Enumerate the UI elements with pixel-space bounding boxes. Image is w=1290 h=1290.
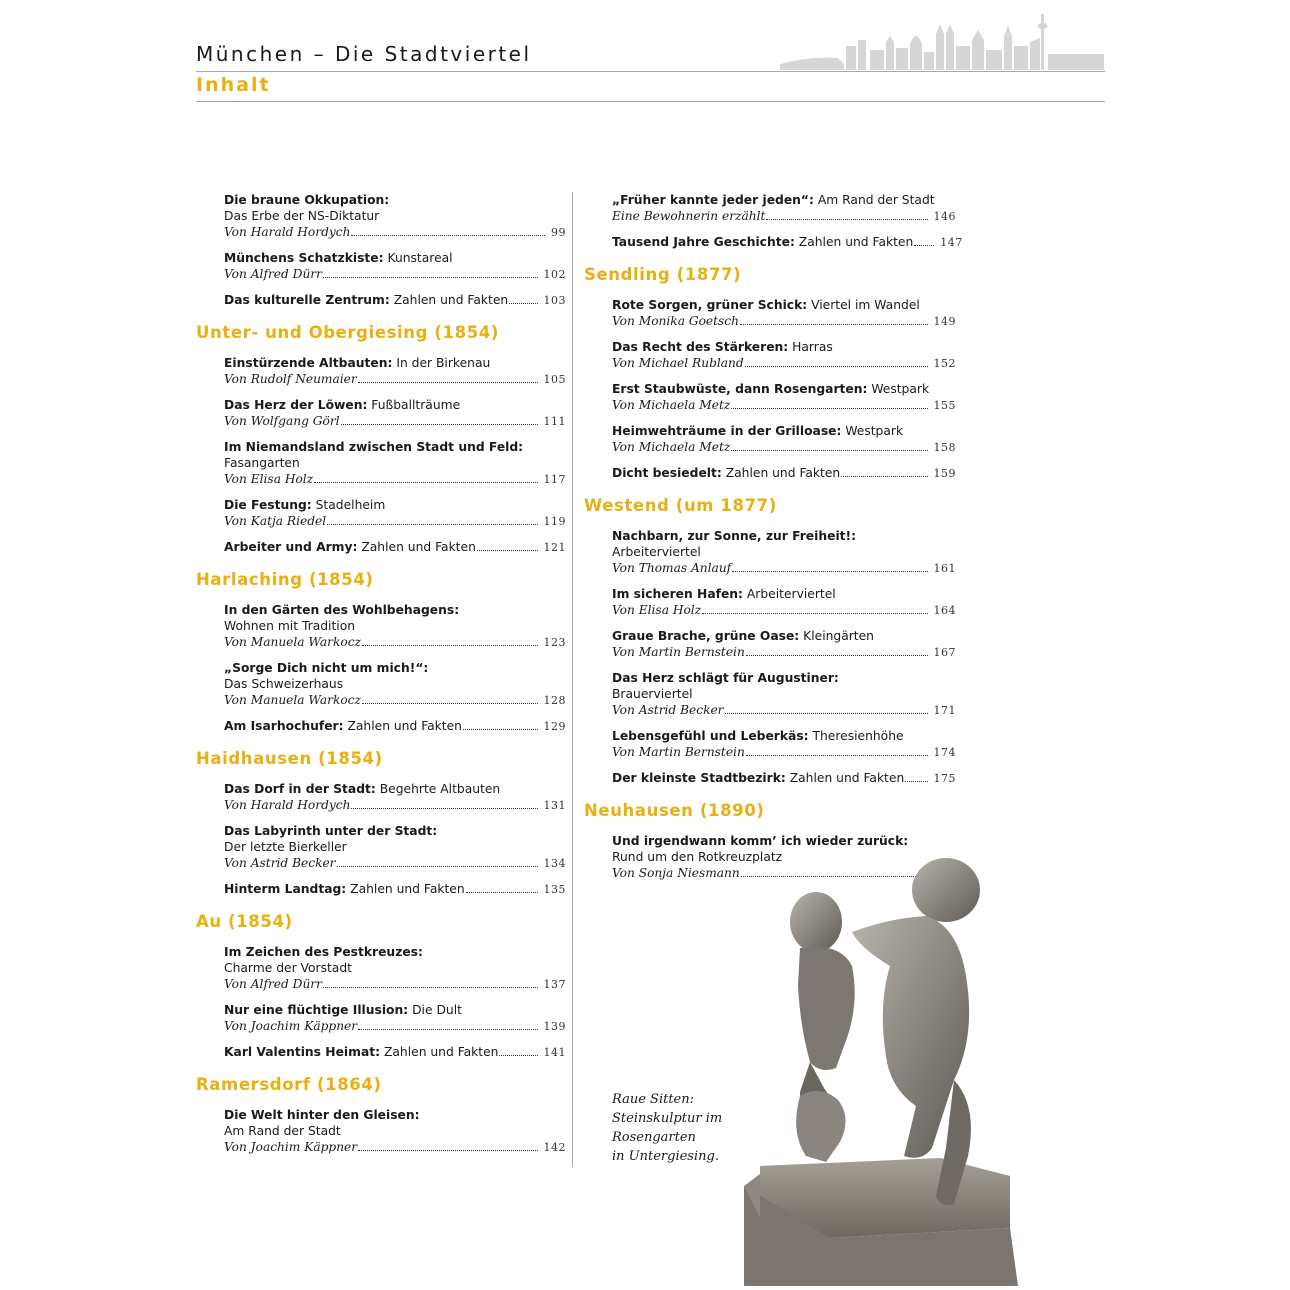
toc-entry-rest: Arbeiterviertel [742, 587, 836, 601]
toc-entry [612, 770, 956, 787]
toc-entry [224, 292, 566, 309]
page-number: 164 [933, 604, 956, 617]
section-heading: Ramersdorf (1864) [196, 1075, 382, 1094]
toc-entry-title [612, 833, 956, 849]
dot-leader [341, 424, 538, 425]
toc-right-column [584, 192, 963, 891]
toc-entry-title [612, 586, 956, 602]
toc-entry [612, 297, 956, 330]
page-number: 175 [933, 772, 956, 785]
toc-entry-byline [612, 644, 956, 661]
toc-entry-subtitle: Das Schweizerhaus [224, 677, 344, 691]
toc-entry-bold: Das Herz der Löwen: [224, 398, 368, 412]
section-heading: Neuhausen (1890) [584, 801, 765, 820]
page-number: 121 [543, 541, 566, 554]
toc-entry-title [612, 770, 904, 786]
toc-entry-rest: Westpark [867, 382, 930, 396]
toc-entry-byline [224, 855, 566, 872]
toc-entry-bold: Das kulturelle Zentrum: [224, 293, 390, 307]
author-name: Von Astrid Becker [224, 856, 336, 870]
toc-entry-subtitle: Der letzte Bierkeller [224, 840, 347, 854]
dot-leader [351, 235, 545, 236]
toc-entry-byline [612, 439, 956, 456]
toc-entry-title [612, 628, 956, 644]
toc-entry-bold: Dicht besiedelt: [612, 466, 722, 480]
toc-entry-byline [224, 976, 566, 993]
dot-leader [745, 366, 928, 367]
toc-entry-title [224, 539, 476, 555]
toc-entry-title [224, 497, 566, 513]
toc-entry-title [224, 781, 566, 797]
toc-entry-bold: Im Niemandsland zwischen Stadt und Feld: [224, 440, 524, 454]
section-heading: Sendling (1877) [584, 265, 742, 284]
toc-entry-byline [224, 413, 566, 430]
page-number: 149 [933, 315, 956, 328]
toc-entry-title [224, 397, 566, 413]
page-number: 137 [543, 978, 566, 991]
toc-entry [612, 628, 956, 661]
toc-entry-title [224, 1044, 498, 1060]
toc-entry-subtitle: Das Erbe der NS-Diktatur [224, 209, 380, 223]
toc-entry [224, 397, 566, 430]
toc-entry-byline [612, 702, 956, 719]
caption-line: Steinskulptur im [612, 1111, 723, 1126]
author-name: Von Monika Goetsch [612, 314, 739, 328]
toc-entry-line [224, 718, 566, 735]
toc-entry-bold: Die braune Okkupation: [224, 193, 390, 207]
author-name: Von Manuela Warkocz [224, 693, 361, 707]
toc-entry-byline [224, 1139, 566, 1156]
toc-entry-byline [224, 471, 566, 488]
section-heading: Westend (um 1877) [584, 496, 777, 515]
dot-leader [914, 245, 934, 246]
page-number: 131 [543, 799, 566, 812]
dot-leader [463, 729, 538, 730]
section-heading: Haidhausen (1854) [196, 749, 383, 768]
page-number: 102 [543, 268, 566, 281]
toc-entry-bold: Im Zeichen des Pestkreuzes: [224, 945, 423, 959]
dot-leader [509, 303, 537, 304]
page-number: 174 [933, 746, 956, 759]
dot-leader [746, 655, 928, 656]
toc-entry-rest: Zahlen und Fakten [343, 719, 462, 733]
toc-entry-rest: Zahlen und Fakten [721, 466, 841, 480]
page-number: 105 [543, 373, 566, 386]
toc-entry-title [224, 292, 508, 308]
toc-entry-subtitle: Arbeiterviertel [612, 545, 701, 559]
toc-entry [224, 602, 566, 651]
page-number: 99 [551, 226, 566, 239]
toc-entry-rest: Zahlen und Fakten [389, 293, 509, 307]
toc-entry-title [224, 1002, 566, 1018]
toc-entry [224, 250, 566, 283]
toc-entry-title [224, 1107, 566, 1123]
toc-entry [612, 528, 956, 577]
section-heading: Unter- und Obergiesing (1854) [196, 323, 500, 342]
page-number: 146 [933, 210, 956, 223]
toc-entry-subtitle: Am Rand der Stadt [224, 1124, 341, 1138]
toc-entry-title [224, 718, 462, 734]
toc-entry-title [224, 192, 566, 208]
author-name: Von Harald Hordych [224, 798, 351, 812]
dot-leader [358, 1029, 537, 1030]
dot-leader [746, 755, 928, 756]
toc-entry-title [224, 881, 465, 897]
toc-entry-rest: Fußballträume [367, 398, 461, 412]
toc-entry-title [224, 944, 566, 960]
toc-entry [612, 670, 956, 719]
toc-entry [612, 728, 956, 761]
toc-entry-rest: Begehrte Altbauten [375, 782, 501, 796]
toc-entry-bold: „Früher kannte jeder jeden“: [612, 193, 814, 207]
dot-leader [362, 645, 538, 646]
toc-entry-bold: Tausend Jahre Geschichte: [612, 235, 795, 249]
author-name: Von Michaela Metz [612, 440, 731, 454]
toc-entry-title [224, 250, 566, 266]
toc-entry-line [612, 465, 956, 482]
page-number: 155 [933, 399, 956, 412]
toc-entry-bold: Das Herz schlägt für Augustiner: [612, 671, 839, 685]
toc-entry-title [612, 528, 956, 544]
dot-leader [327, 524, 537, 525]
page-number: 128 [543, 694, 566, 707]
author-name: Von Sonja Niesmann [612, 866, 740, 880]
toc-entry-line [224, 1044, 566, 1061]
dot-leader [731, 408, 927, 409]
author-name: Eine Bewohnerin erzählt [612, 209, 766, 223]
toc-entry-bold: „Sorge Dich nicht um mich!“: [224, 661, 429, 675]
toc-entry-rest: Viertel im Wandel [807, 298, 920, 312]
toc-entry-title [612, 192, 956, 208]
toc-entry-bold: Der kleinste Stadtbezirk: [612, 771, 786, 785]
toc-entry [612, 423, 956, 456]
toc-entry-byline [224, 266, 566, 283]
toc-entry-bold: In den Gärten des Wohlbehagens: [224, 603, 460, 617]
page-number: 171 [933, 704, 956, 717]
dot-leader [725, 713, 928, 714]
page-number: 167 [933, 646, 956, 659]
toc-entry-title [224, 660, 566, 676]
author-name: Von Joachim Käppner [224, 1019, 358, 1033]
toc-entry-subtitle: Charme der Vorstadt [224, 961, 352, 975]
dot-leader [477, 550, 538, 551]
toc-entry-byline [224, 634, 566, 651]
toc-entry-line [612, 770, 956, 787]
toc-entry-bold: Arbeiter und Army: [224, 540, 358, 554]
author-name: Von Elisa Holz [224, 472, 314, 486]
toc-entry-subtitle: Wohnen mit Tradition [224, 619, 356, 633]
author-name: Von Thomas Anlauf [612, 561, 732, 575]
toc-entry-bold: Im sicheren Hafen: [612, 587, 743, 601]
toc-entry-byline [612, 313, 956, 330]
page-number: 111 [543, 415, 566, 428]
page-number: 119 [543, 515, 566, 528]
toc-entry-rest: Kunstareal [383, 251, 453, 265]
page-number: 142 [543, 1141, 566, 1154]
toc-entry-bold: Nur eine flüchtige Illusion: [224, 1003, 409, 1017]
toc-entry [224, 439, 566, 488]
toc-entry-byline [612, 560, 956, 577]
toc-entry [612, 381, 956, 414]
toc-entry-title [224, 355, 566, 371]
dot-leader [351, 808, 537, 809]
toc-entry-subtitle: Fasangarten [224, 456, 300, 470]
section-heading: Harlaching (1854) [196, 570, 374, 589]
toc-entry-line [224, 881, 566, 898]
toc-entry-title [224, 823, 566, 839]
toc-entry [224, 881, 566, 898]
toc-entry-title [612, 234, 913, 250]
toc-entry-bold: Erst Staubwüste, dann Rosengarten: [612, 382, 868, 396]
toc-entry-subtitle: Brauerviertel [612, 687, 693, 701]
toc-entry-rest: Die Dult [408, 1003, 462, 1017]
page-number: 147 [940, 236, 963, 249]
page-number: 161 [933, 562, 956, 575]
toc-entry-byline [224, 224, 566, 241]
caption-line: Rosengarten [612, 1130, 696, 1145]
author-name: Von Joachim Käppner [224, 1140, 358, 1154]
toc-entry-byline [612, 208, 956, 225]
toc-entry-byline [224, 371, 566, 388]
toc-entry-bold: Münchens Schatzkiste: [224, 251, 384, 265]
dot-leader [499, 1055, 537, 1056]
toc-entry-bold: Und irgendwann komm’ ich wieder zurück: [612, 834, 909, 848]
dot-leader [337, 866, 538, 867]
toc-entry-rest: Zahlen und Fakten [357, 540, 476, 554]
toc-entry-byline [612, 602, 956, 619]
dot-leader [732, 571, 927, 572]
toc-entry-bold: Heimwehträume in der Grilloase: [612, 424, 842, 438]
toc-entry-bold: Karl Valentins Heimat: [224, 1045, 381, 1059]
toc-entry [224, 944, 566, 993]
author-name: Von Manuela Warkocz [224, 635, 361, 649]
author-name: Von Martin Bernstein [612, 745, 745, 759]
author-name: Von Katja Riedel [224, 514, 327, 528]
toc-entry-bold: Rote Sorgen, grüner Schick: [612, 298, 808, 312]
author-name: Von Elisa Holz [612, 603, 702, 617]
dot-leader [466, 892, 538, 893]
toc-entry-bold: Lebensgefühl und Leberkäs: [612, 729, 809, 743]
toc-entry-title [612, 728, 956, 744]
toc-entry-rest: Stadelheim [311, 498, 386, 512]
toc-entry-bold: Hinterm Landtag: [224, 882, 347, 896]
dot-leader [905, 781, 927, 782]
toc-entry [612, 192, 956, 225]
toc-entry-title [224, 602, 566, 618]
toc-entry-title [612, 465, 840, 481]
toc-entry-rest: Zahlen und Fakten [380, 1045, 499, 1059]
toc-entry-rest: Zahlen und Fakten [794, 235, 914, 249]
toc-entry-line [224, 292, 566, 309]
toc-entry-bold: Einstürzende Altbauten: [224, 356, 393, 370]
toc-entry-rest: Kleingärten [799, 629, 874, 643]
dot-leader [323, 987, 538, 988]
column-divider [572, 192, 573, 1167]
dot-leader [841, 476, 927, 477]
toc-entry-byline [612, 744, 956, 761]
toc-entry-bold: Das Dorf in der Stadt: [224, 782, 376, 796]
page-number: 103 [543, 294, 566, 307]
toc-entry-subtitle: Rund um den Rotkreuzplatz [612, 850, 783, 864]
toc-entry [224, 781, 566, 814]
toc-entry [224, 1107, 566, 1156]
dot-leader [314, 482, 537, 483]
munich-skyline-illustration [778, 6, 1106, 72]
toc-entry-line [612, 234, 963, 251]
caption-line: in Untergiesing. [612, 1149, 719, 1164]
toc-entry-bold: Das Recht des Stärkeren: [612, 340, 789, 354]
toc-entry [224, 718, 566, 735]
author-name: Von Rudolf Neumaier [224, 372, 357, 386]
author-name: Von Astrid Becker [612, 703, 724, 717]
dot-leader [702, 613, 927, 614]
author-name: Von Martin Bernstein [612, 645, 745, 659]
page-number: 123 [543, 636, 566, 649]
page-number: 135 [543, 883, 566, 896]
toc-entry-bold: Nachbarn, zur Sonne, zur Freiheit!: [612, 529, 857, 543]
toc-entry-rest: Am Rand der Stadt [813, 193, 935, 207]
toc-entry-rest: Westpark [841, 424, 904, 438]
toc-entry-rest: Zahlen und Fakten [346, 882, 465, 896]
stone-sculpture-photo [740, 856, 1022, 1288]
author-name: Von Wolfgang Görl [224, 414, 340, 428]
toc-entry-title [612, 381, 956, 397]
toc-entry-byline [224, 797, 566, 814]
page-number: 134 [543, 857, 566, 870]
page-number: 139 [543, 1020, 566, 1033]
toc-entry [224, 539, 566, 556]
page-number: 152 [933, 357, 956, 370]
toc-entry [224, 497, 566, 530]
toc-entry-rest: In der Birkenau [392, 356, 491, 370]
toc-entry-rest: Harras [788, 340, 833, 354]
page-number: 117 [543, 473, 566, 486]
dot-leader [358, 1150, 537, 1151]
toc-entry [612, 465, 956, 482]
toc-entry [224, 1002, 566, 1035]
toc-entry-byline [612, 355, 956, 372]
dot-leader [362, 703, 538, 704]
page-number: 129 [543, 720, 566, 733]
toc-entry-title [612, 670, 956, 686]
author-name: Von Harald Hordych [224, 225, 351, 239]
author-name: Von Michaela Metz [612, 398, 731, 412]
author-name: Von Alfred Dürr [224, 267, 322, 281]
toc-entry [224, 1044, 566, 1061]
author-name: Von Michael Rubland [612, 356, 744, 370]
toc-entry-bold: Die Welt hinter den Gleisen: [224, 1108, 420, 1122]
page-number: 141 [543, 1046, 566, 1059]
toc-entry-title [224, 439, 566, 455]
toc-entry [224, 192, 566, 241]
toc-entry [224, 355, 566, 388]
toc-entry [612, 339, 956, 372]
toc-entry-bold: Das Labyrinth unter der Stadt: [224, 824, 438, 838]
heading-rule [196, 101, 1105, 102]
toc-entry [224, 823, 566, 872]
toc-entry-byline [224, 513, 566, 530]
dot-leader [740, 324, 928, 325]
author-name: Von Alfred Dürr [224, 977, 322, 991]
toc-entry-bold: Am Isarhochufer: [224, 719, 344, 733]
toc-entry-byline [224, 692, 566, 709]
toc-entry-bold: Graue Brache, grüne Oase: [612, 629, 800, 643]
toc-left-column [196, 192, 566, 1165]
toc-entry-title [612, 297, 956, 313]
dot-leader [731, 450, 927, 451]
dot-leader [358, 382, 538, 383]
dot-leader [323, 277, 538, 278]
toc-entry-byline [612, 397, 956, 414]
toc-entry [612, 234, 963, 251]
dot-leader [766, 219, 927, 220]
toc-entry-title [612, 423, 956, 439]
book-title: München – Die Stadtviertel [196, 42, 532, 66]
toc-entry-line [224, 539, 566, 556]
toc-entry [224, 660, 566, 709]
page-number: 158 [933, 441, 956, 454]
toc-entry-rest: Theresienhöhe [808, 729, 904, 743]
section-heading: Au (1854) [196, 912, 293, 931]
toc-entry [612, 586, 956, 619]
page-number: 159 [933, 467, 956, 480]
toc-entry-title [612, 339, 956, 355]
page-heading: Inhalt [196, 74, 271, 96]
toc-entry-bold: Die Festung: [224, 498, 312, 512]
toc-entry-byline [224, 1018, 566, 1035]
toc-entry-rest: Zahlen und Fakten [785, 771, 905, 785]
caption-line: Raue Sitten: [612, 1092, 694, 1107]
